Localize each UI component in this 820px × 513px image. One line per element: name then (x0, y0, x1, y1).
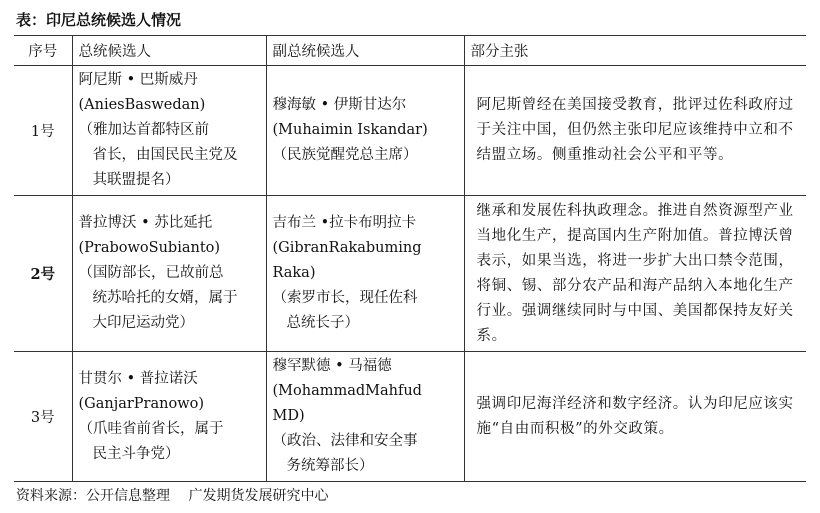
vp-en-name: (Muhaimin Iskandar) (272, 122, 428, 138)
president-name: 甘贯尔 • 普拉诺沃 (78, 370, 198, 387)
president-note-line: 统苏哈托的女婿，属于 (92, 290, 238, 306)
source-org: 广发期货发展研究中心 (188, 488, 329, 504)
vp-note-line: （政治、法律和安全事 (272, 433, 418, 449)
table-row (14, 352, 806, 482)
vice-president-cell (266, 352, 464, 482)
table-row (14, 196, 806, 352)
president-name: 普拉博沃 • 苏比延托 (78, 215, 213, 231)
president-cell (72, 66, 266, 196)
vp-note-line: （民族觉醒党总主席） (272, 147, 418, 163)
proposal-text: 继承和发展佐科执政理念。推进自然资源型产业当地化生产，提高国内生产附加值。普拉博沃曾表示，如果当选，将进一步扩大出口禁令范围，将铜、锡、部分农产品和海产品纳入本地化生产行业。强调继续同时与中国、美国都保持友好关系。 (476, 202, 794, 344)
proposal-text: 强调印尼海洋经济和数字经济。认为印尼应该实施“自由而积极”的外交政策。 (476, 395, 794, 437)
header-proposal: 部分主张 (464, 36, 806, 66)
president-note-line: 民主斗争党） (92, 445, 180, 462)
table-row (14, 66, 806, 196)
president-en-name: (AniesBaswedan) (78, 97, 206, 113)
president-cell (72, 196, 266, 352)
vp-name: 穆罕默德 • 马福德 (272, 358, 392, 374)
row-number: 1号 (30, 124, 55, 140)
table-title: 表：印尼总统候选人情况 (16, 11, 182, 29)
proposal-cell (464, 352, 806, 482)
president-note-line: 省长，由国民民主党及 (92, 147, 238, 163)
source-label: 资料来源：公开信息整理 (16, 488, 170, 504)
vice-president-cell (266, 66, 464, 196)
proposal-text: 阿尼斯曾经在美国接受教育，批评过佐科政府过于关注中国，但仍然主张印尼应该维持中立和不结盟立场。侧重推动社会公平和平等。 (476, 97, 794, 163)
vice-president-cell (266, 196, 464, 352)
candidates-table (14, 35, 806, 482)
president-note-line: （爪哇省前省长，属于 (78, 420, 224, 437)
proposal-cell (464, 66, 806, 196)
vp-name: 吉布兰 •拉卡布明拉卡 (272, 215, 417, 231)
row-number: 3号 (30, 410, 55, 426)
vp-en-name: (MohammadMahfud MD) (272, 383, 422, 424)
header-president: 总统候选人 (72, 36, 266, 66)
president-note-line: （雅加达首都特区前 (78, 122, 209, 138)
president-note-line: 大印尼运动党） (92, 315, 194, 331)
president-note-line: 其联盟提名） (92, 172, 180, 188)
vp-note-line: （索罗市长，现任佐科 (272, 290, 418, 306)
header-vice-president: 副总统候选人 (266, 36, 464, 66)
vp-name: 穆海敏 • 伊斯甘达尔 (272, 97, 407, 113)
president-cell (72, 352, 266, 482)
header-no: 序号 (28, 44, 58, 60)
president-en-name: (PrabowoSubianto) (78, 240, 221, 256)
row-number: 2号 (30, 266, 56, 283)
vp-note-line: 总统长子） (286, 315, 359, 331)
proposal-cell (464, 196, 806, 352)
vp-en-name: (GibranRakabuming Raka) (272, 240, 422, 281)
table-header-row (14, 36, 806, 66)
vp-note-line: 务统筹部长） (286, 458, 374, 474)
president-name: 阿尼斯 • 巴斯威丹 (78, 72, 198, 88)
president-note-line: （国防部长，已故前总 (78, 265, 224, 281)
source-note (16, 485, 328, 507)
president-en-name: (GanjarPranowo) (78, 395, 204, 412)
